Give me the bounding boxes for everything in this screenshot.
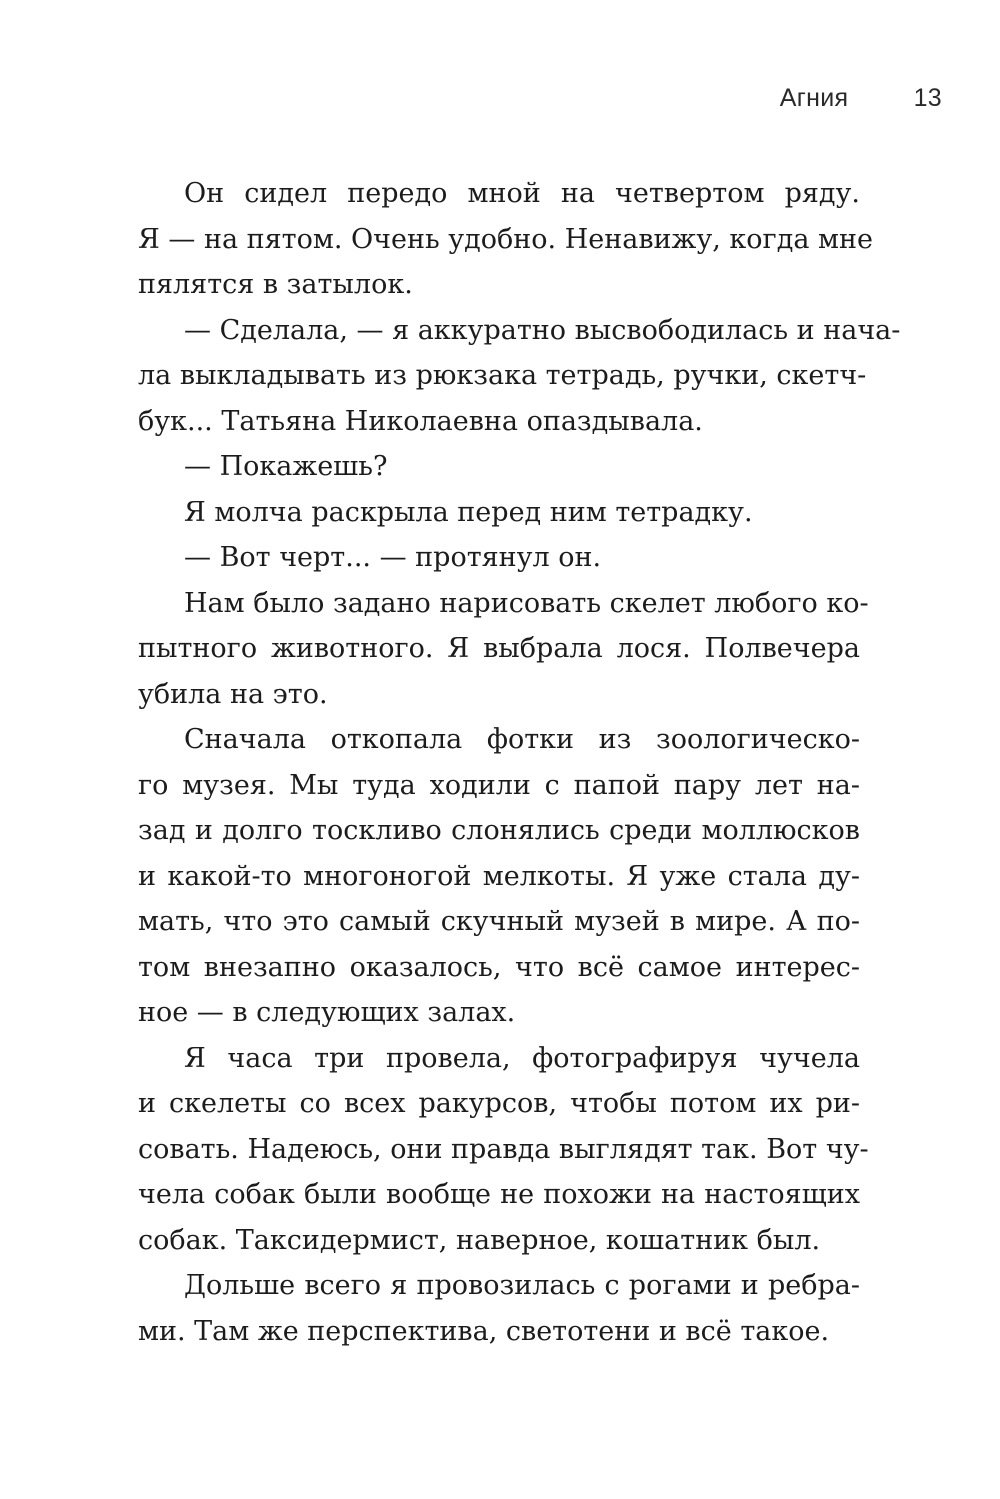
- paragraph: [138, 535, 860, 581]
- text-line: убила на это.: [138, 678, 328, 710]
- text-line: бук... Татьяна Николаевна опаздывала.: [138, 405, 703, 437]
- text-line: Дольше всего я провозилась с рогами и ребра-: [184, 1270, 860, 1301]
- body-text: [138, 171, 901, 1354]
- text-line: пытного животного. Я выбрала лося. Полвечера: [138, 633, 860, 664]
- text-line: чела собак были вообще не похожи на настоящих: [138, 1179, 860, 1210]
- page-number: 13: [913, 84, 942, 112]
- text-line: Сначала откопала фотки из зоологическо-: [184, 724, 860, 755]
- text-line: — Покажешь?: [184, 451, 388, 482]
- chapter-title: Агния: [779, 84, 849, 112]
- text-line: го музея. Мы туда ходили с папой пару лет на-: [138, 769, 860, 801]
- paragraph: [138, 581, 869, 718]
- text-line: собак. Таксидермист, наверное, кошатник был.: [138, 1224, 821, 1256]
- text-line: Нам было задано нарисовать скелет любого ко-: [184, 587, 869, 619]
- paragraph: [138, 1263, 860, 1354]
- text-line: — Сделала, — я аккуратно высвободилась и нача-: [184, 314, 901, 346]
- paragraph: [138, 171, 873, 308]
- text-line: Я молча раскрыла перед ним тетрадку.: [184, 496, 753, 528]
- text-line: Я часа три провела, фотографируя чучела: [184, 1042, 860, 1074]
- paragraph: [138, 490, 860, 536]
- text-line: и скелеты со всех ракурсов, чтобы потом их ри-: [138, 1088, 860, 1119]
- text-line: Он сидел передо мной на четвертом ряду.: [184, 178, 860, 209]
- paragraph: [138, 308, 901, 445]
- paragraph: [138, 1036, 869, 1264]
- text-line: пялятся в затылок.: [138, 269, 413, 300]
- text-line: ла выкладывать из рюкзака тетрадь, ручки, скетч-: [138, 360, 867, 391]
- text-line: ми. Там же перспектива, светотени и всё такое.: [138, 1315, 830, 1347]
- running-header: [542, 84, 942, 124]
- text-line: и какой-то многоногой мелкоты. Я уже стала ду-: [138, 860, 860, 892]
- text-line: совать. Надеюсь, они правда выглядят так. Вот чу-: [138, 1133, 869, 1165]
- text-line: Я — на пятом. Очень удобно. Ненавижу, когда мне: [138, 223, 873, 255]
- paragraph: [138, 717, 860, 1036]
- paragraph: [138, 444, 860, 490]
- text-line: мать, что это самый скучный музей в мире. А по-: [138, 906, 860, 937]
- text-line: ное — в следующих залах.: [138, 997, 516, 1028]
- text-line: — Вот черт... — протянул он.: [184, 542, 602, 573]
- text-line: том внезапно оказалось, что всё самое интерес-: [138, 951, 860, 983]
- text-line: зад и долго тоскливо слонялись среди моллюсков: [138, 815, 860, 846]
